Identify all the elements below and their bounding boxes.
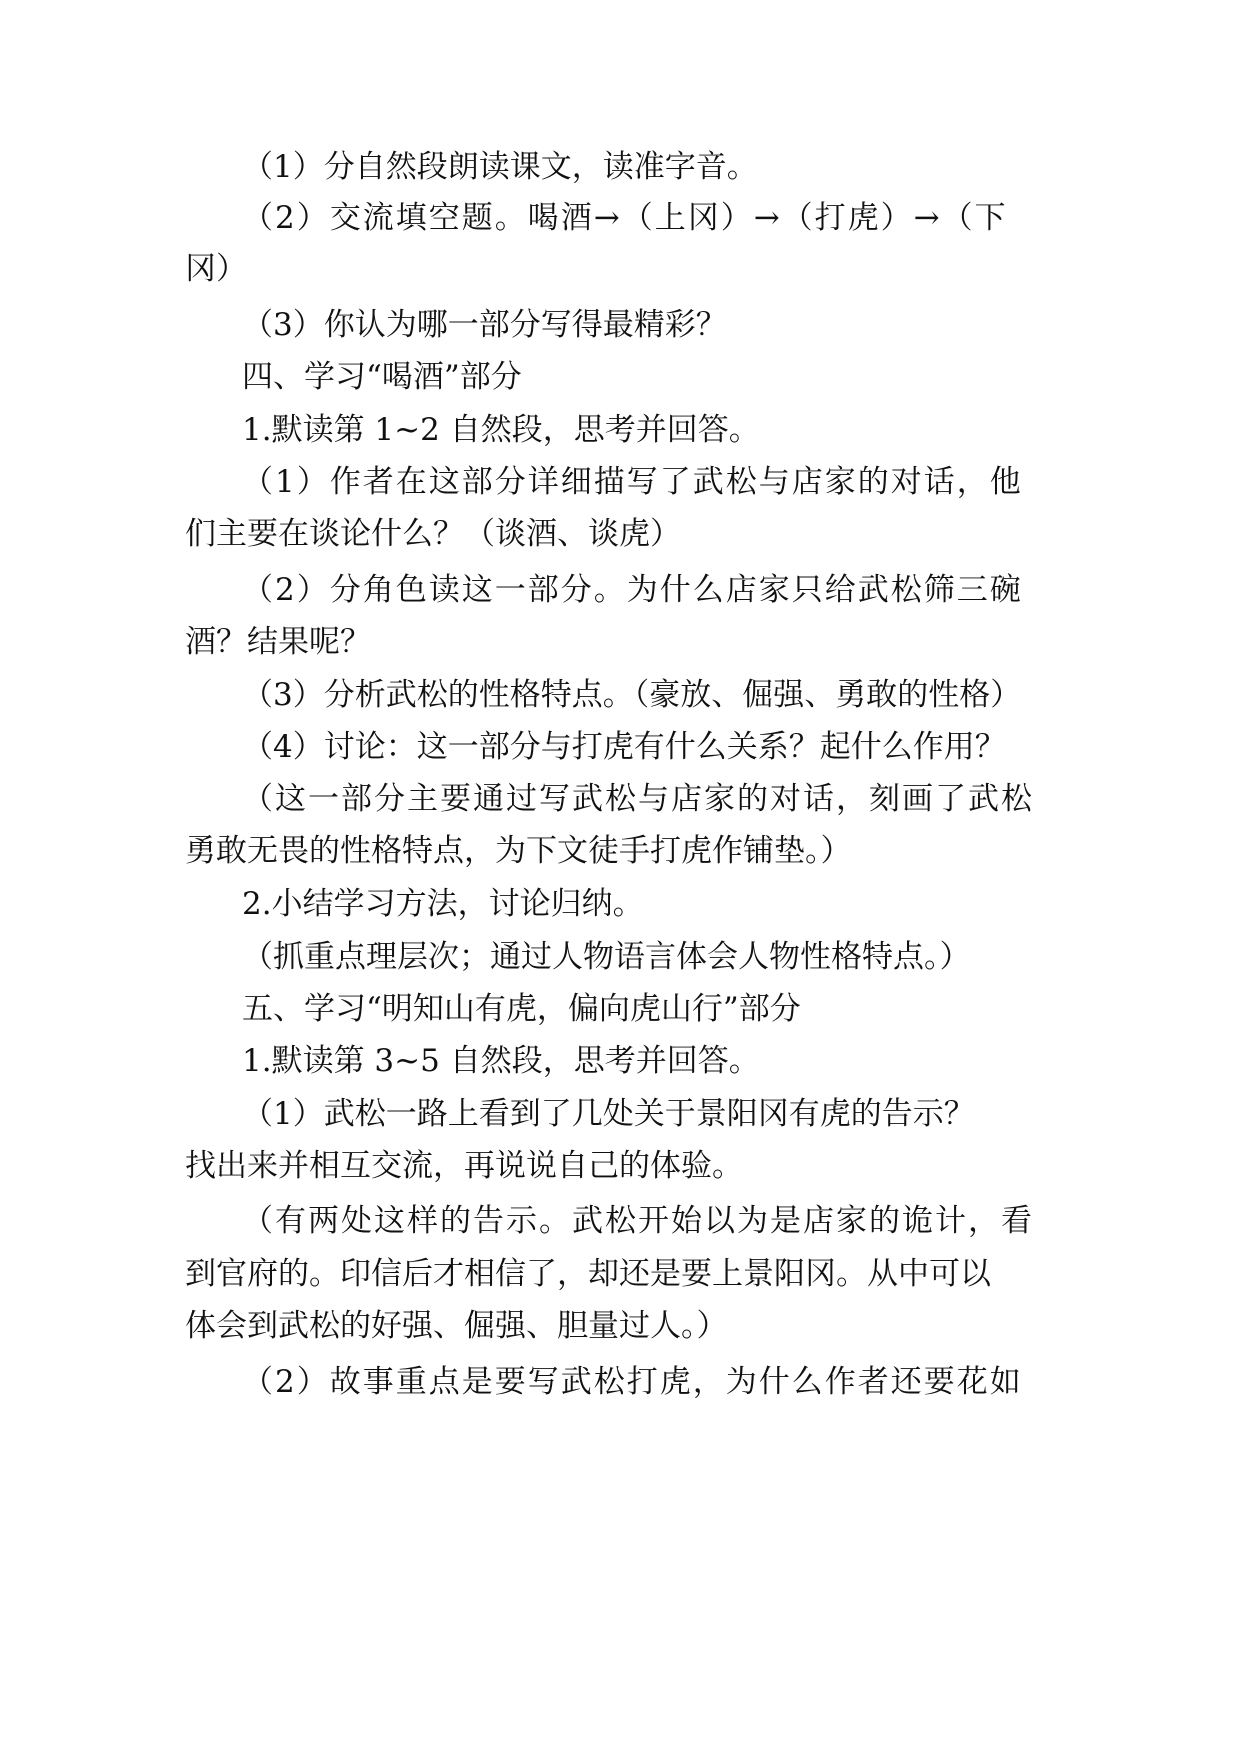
paragraph-line-14: 勇敢无畏的性格特点，为下文徒手打虎作铺垫。） bbox=[185, 833, 852, 869]
paragraph-line-6: 1.默读第 1~2 自然段，思考并回答。 bbox=[242, 412, 760, 448]
paragraph-line-13: （这一部分主要通过写武松与店家的对话，刻画了武松 bbox=[242, 781, 1034, 817]
paragraph-line-11: （3）分析武松的性格特点。（豪放、倔强、勇敢的性格） bbox=[242, 677, 1022, 713]
paragraph-line-10: 酒？结果呢？ bbox=[185, 624, 371, 660]
paragraph-line-9: （2）分角色读这一部分。为什么店家只给武松筛三碗 bbox=[242, 572, 1023, 608]
paragraph-line-16: （抓重点理层次；通过人物语言体会人物性格特点。） bbox=[242, 939, 971, 975]
paragraph-line-18: 1.默读第 3~5 自然段，思考并回答。 bbox=[242, 1043, 760, 1079]
paragraph-line-4: （3）你认为哪一部分写得最精彩？ bbox=[242, 307, 727, 343]
paragraph-line-21: （有两处这样的告示。武松开始以为是店家的诡计，看 bbox=[242, 1203, 1034, 1239]
paragraph-line-12: （4）讨论：这一部分与打虎有什么关系？起什么作用？ bbox=[242, 729, 1006, 765]
paragraph-line-20: 找出来并相互交流，再说说自己的体验。 bbox=[185, 1148, 743, 1184]
paragraph-line-15: 2.小结学习方法，讨论归纳。 bbox=[242, 886, 644, 922]
paragraph-line-1: （1）分自然段朗读课文，读准字音。 bbox=[242, 149, 758, 185]
paragraph-line-8: 们主要在谈论什么？（谈酒、谈虎） bbox=[185, 516, 681, 552]
paragraph-line-24: （2）故事重点是要写武松打虎，为什么作者还要花如 bbox=[242, 1364, 1023, 1400]
paragraph-line-19: （1）武松一路上看到了几处关于景阳冈有虎的告示？ bbox=[242, 1096, 975, 1132]
paragraph-line-7: （1）作者在这部分详细描写了武松与店家的对话，他 bbox=[242, 464, 1023, 500]
paragraph-line-23: 体会到武松的好强、倔强、胆量过人。） bbox=[185, 1308, 728, 1344]
section-heading-four: 四、学习“喝酒”部分 bbox=[242, 359, 522, 395]
section-heading-five: 五、学习“明知山有虎，偏向虎山行”部分 bbox=[242, 991, 801, 1027]
paragraph-line-3: 冈） bbox=[185, 251, 247, 287]
paragraph-line-22: 到官府的。印信后才相信了，却还是要上景阳冈。从中可以 bbox=[185, 1256, 991, 1292]
paragraph-line-2: （2）交流填空题。喝酒→（上冈）→（打虎）→（下 bbox=[242, 200, 1008, 236]
